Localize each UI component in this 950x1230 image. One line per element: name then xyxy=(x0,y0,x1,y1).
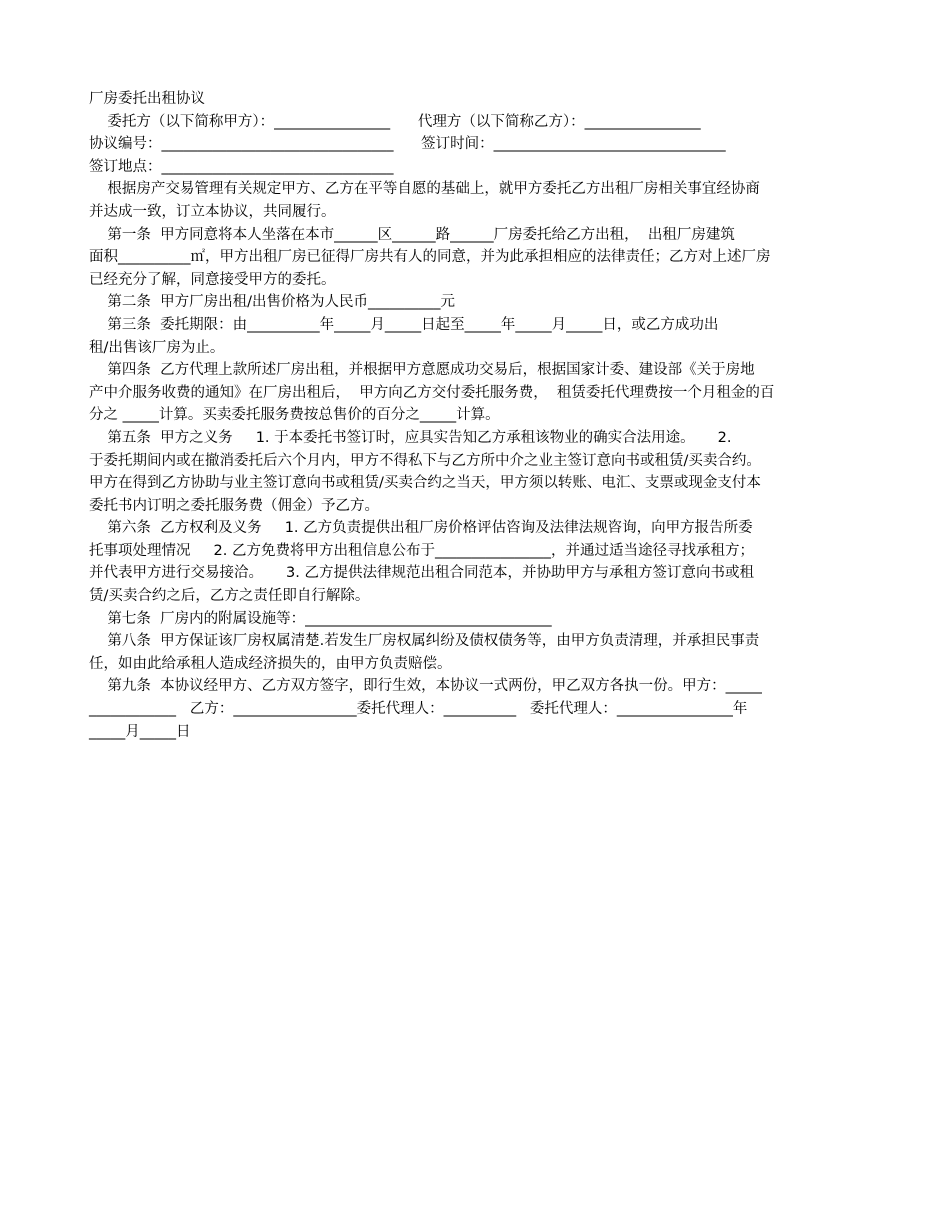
article-5-line: 第五条 甲方之义务 1. 于本委托书签订时，应具实告知乙方承租该物业的确实合法用途。 2. xyxy=(89,429,732,446)
article-9-line: 第九条 本协议经甲方、乙方双方签字，即行生效，本协议一式两份，甲乙双方各执一份。甲方：_____ xyxy=(89,678,762,695)
document-page xyxy=(89,88,861,743)
signing-place-line: 签订地点：________________________________ xyxy=(89,158,394,175)
article-4-line: 第四条 乙方代理上款所述厂房出租，并根据甲方意愿成功交易后，根据国家计委、建设部《关于房地 xyxy=(89,362,755,379)
article-2-line: 第二条 甲方厂房出租/出售价格为人民币__________元 xyxy=(89,294,456,311)
document-title: 厂房委托出租协议 xyxy=(89,91,205,107)
article-1-line: 已经充分了解，同意接受甲方的委托。 xyxy=(89,271,336,288)
party-line: 委托方（以下简称甲方）：________________ 代理方（以下简称乙方）：________________ xyxy=(89,113,701,130)
date-line: _____月_____日 xyxy=(89,723,191,740)
preamble-line: 根据房产交易管理有关规定甲方、乙方在平等自愿的基础上，就甲方委托乙方出租厂房相关事宜经协商 xyxy=(89,181,760,198)
article-3-line: 第三条 委托期限：由__________年_____月_____日起至_____年_____月_____日，或乙方成功出 xyxy=(89,316,719,333)
article-6-line: 托事项处理情况 2. 乙方免费将甲方出租信息公布于________________，并通过适当途径寻找承租方； xyxy=(89,542,754,559)
agreement-number-line: 协议编号：________________________________ 签订时间：________________________________ xyxy=(89,136,726,153)
article-5-line: 于委托期间内或在撤消委托后六个月内，甲方不得私下与乙方所中介之业主签订意向书或租赁/买卖合约。 xyxy=(89,452,761,469)
article-1-line: 第一条 甲方同意将本人坐落在本市______区______路______厂房委托给乙方出租， 出租厂房建筑 xyxy=(89,226,735,243)
article-8-line: 第八条 甲方保证该厂房权属清楚.若发生厂房权属纠纷及债权债务等，由甲方负责清理，并承担民事责 xyxy=(89,633,760,650)
document-body xyxy=(89,111,861,744)
article-6-line: 赁/买卖合约之后，乙方之责任即自行解除。 xyxy=(89,588,370,605)
article-5-line: 甲方在得到乙方协助与业主签订意向书或租赁/买卖合约之当天，甲方须以转账、电汇、支票或现金支付本 xyxy=(89,475,761,492)
article-6-line: 并代表甲方进行交易接洽。 3. 乙方提供法律规范出租合同范本，并协助甲方与承租方签订意向书或租 xyxy=(89,565,754,582)
article-4-line: 产中介服务收费的通知》在厂房出租后， 甲方向乙方交付委托服务费， 租赁委托代理费按一个月租金的百 xyxy=(89,384,775,401)
article-4-line: 分之 _____计算。买卖委托服务费按总售价的百分之_____计算。 xyxy=(89,407,500,424)
article-1-line: 面积__________㎡，甲方出租厂房已征得厂房共有人的同意，并为此承担相应的法律责任；乙方对上述厂房 xyxy=(89,249,771,266)
article-6-line: 第六条 乙方权利及义务 1. 乙方负责提供出租厂房价格评估咨询及法律法规咨询，向甲方报告所委 xyxy=(89,520,753,537)
signature-line: ____________ 乙方：_________________委托代理人：__________ 委托代理人：________________年 xyxy=(89,701,748,718)
article-8-line: 任，如由此给承租人造成经济损失的，由甲方负责赔偿。 xyxy=(89,655,452,672)
article-7-line: 第七条 厂房内的附属设施等：__________________________________ xyxy=(89,610,552,627)
preamble-line: 并达成一致，订立本协议，共同履行。 xyxy=(89,203,336,220)
article-5-line: 委托书内订明之委托服务费（佣金）予乙方。 xyxy=(89,497,379,514)
article-3-line: 租/出售该厂房为止。 xyxy=(89,339,225,356)
